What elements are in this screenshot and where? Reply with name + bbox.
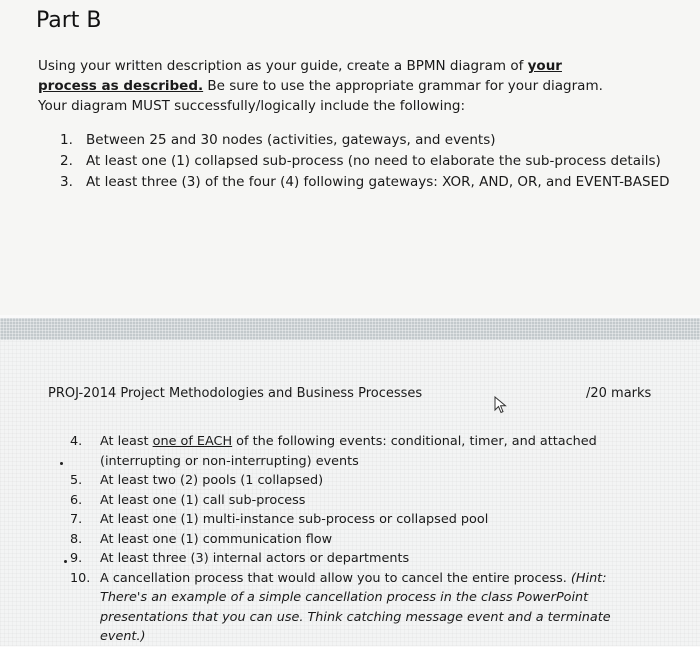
intro-text-2: Be sure to use the appropriate grammar for your diagram. Your diagram MUST successfully/logically include the following: [38, 78, 603, 114]
item-number: 3. [60, 174, 73, 190]
item-text: At least one (1) collapsed sub-process (no need to elaborate the sub-process details) [86, 153, 661, 169]
item-text [100, 569, 650, 647]
intro-text-1: Using your written description as your guide, create a BPMN diagram of [38, 58, 528, 74]
item-number: 10. [70, 570, 91, 586]
stray-dot [64, 560, 67, 563]
item-text: At least three (3) internal actors or departments [100, 551, 410, 566]
mouse-pointer-icon [494, 396, 508, 414]
item-text-main: A cancellation process that would allow you to cancel the entire process. [100, 570, 571, 586]
item-text-post: of the following events: conditional, timer, and attached (interrupting or non-interrupting) events [100, 434, 597, 469]
item-number: 8. [70, 531, 83, 547]
list-item [70, 569, 650, 647]
list-item [60, 130, 669, 151]
item-number: 6. [70, 492, 83, 508]
item-number: 5. [70, 473, 83, 488]
item-text: Between 25 and 30 nodes (activities, gateways, and events) [86, 132, 496, 148]
list-item [70, 491, 650, 511]
hint-text: (Hint: There's an example of a simple cancellation process in the class PowerPoint presentations that you can use. Think catching message event and a terminate event.) [100, 570, 611, 644]
course-header: PROJ-2014 Project Methodologies and Business Processes [48, 386, 423, 401]
item-text: At least one (1) communication flow [100, 531, 333, 547]
list-item [60, 151, 669, 172]
list-item [70, 549, 650, 569]
item-text-pre: At least [100, 434, 153, 449]
intro-emphasis: your process as described. [38, 58, 562, 94]
list-item [70, 471, 650, 491]
item-text [100, 432, 650, 471]
page-divider [0, 318, 700, 340]
item-text: At least one (1) multi-instance sub-process or collapsed pool [100, 512, 489, 527]
list-item [70, 510, 650, 530]
item-text: At least two (2) pools (1 collapsed) [100, 473, 324, 488]
list-item [70, 530, 650, 550]
item-text: At least three (3) of the four (4) following gateways: XOR, AND, OR, and EVENT-BASED [86, 174, 670, 190]
item-text: At least one (1) call sub-process [100, 492, 306, 508]
stray-dot [60, 462, 63, 465]
item-number: 4. [70, 434, 83, 449]
item-number: 2. [60, 153, 73, 169]
item-number: 7. [70, 512, 83, 527]
item-text-underlined: one of EACH [152, 434, 233, 449]
requirements-list-top [60, 130, 669, 193]
part-title: Part B [36, 8, 102, 33]
item-number: 9. [70, 551, 83, 566]
item-number: 1. [60, 132, 73, 148]
list-item [70, 432, 650, 471]
requirements-list-bottom [70, 432, 650, 647]
intro-paragraph [38, 56, 618, 116]
list-item [60, 172, 669, 193]
marks-label: /20 marks [586, 386, 652, 401]
